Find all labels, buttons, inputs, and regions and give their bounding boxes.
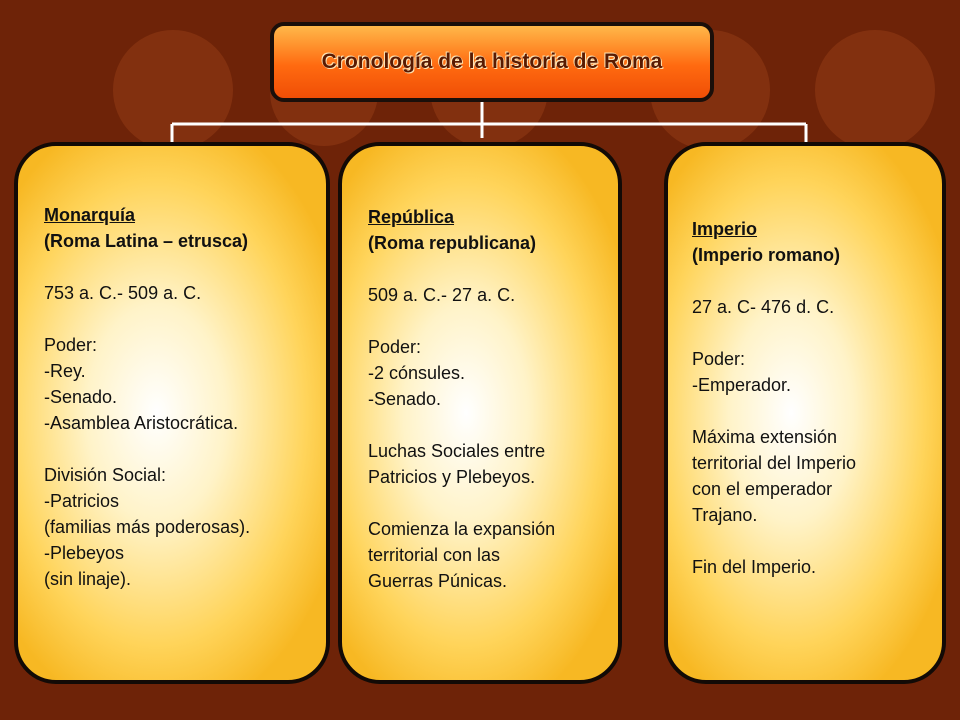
- card-dates: 509 a. C.- 27 a. C.: [368, 285, 516, 305]
- power-item: -Asamblea Aristocrática.: [44, 413, 239, 433]
- social-item: -Plebeyos: [44, 543, 125, 563]
- power-item: -Emperador.: [692, 375, 792, 395]
- card-subtitle: (Imperio romano): [692, 245, 841, 265]
- card-heading: Monarquía: [44, 205, 136, 225]
- note-line: Patricios y Plebeyos.: [368, 467, 536, 487]
- power-item: -Senado.: [368, 389, 442, 409]
- card-dates: 27 a. C- 476 d. C.: [692, 297, 835, 317]
- power-label: Poder:: [44, 335, 98, 355]
- social-item: -Patricios: [44, 491, 120, 511]
- note-line: Luchas Sociales entre: [368, 441, 546, 461]
- note-line: con el emperador: [692, 479, 833, 499]
- note-line: Guerras Púnicas.: [368, 571, 508, 591]
- card-heading: Imperio: [692, 219, 758, 239]
- card-imperio: [664, 142, 946, 684]
- note-line: territorial del Imperio: [692, 453, 857, 473]
- diagram-title: Cronología de la historia de Roma: [321, 50, 663, 73]
- power-item: -Senado.: [44, 387, 118, 407]
- social-label: División Social:: [44, 465, 167, 485]
- card-republica: [338, 142, 622, 684]
- card-heading: República: [368, 207, 455, 227]
- card-subtitle: (Roma Latina – etrusca): [44, 231, 249, 251]
- title-box: [270, 22, 714, 102]
- power-label: Poder:: [692, 349, 746, 369]
- card-subtitle: (Roma republicana): [368, 233, 537, 253]
- power-label: Poder:: [368, 337, 422, 357]
- note-line: Fin del Imperio.: [692, 557, 817, 577]
- note-line: Comienza la expansión: [368, 519, 556, 539]
- social-item: (sin linaje).: [44, 569, 132, 589]
- card-monarquia: [14, 142, 330, 684]
- note-line: Trajano.: [692, 505, 758, 525]
- note-line: territorial con las: [368, 545, 501, 565]
- note-line: Máxima extensión: [692, 427, 838, 447]
- card-dates: 753 a. C.- 509 a. C.: [44, 283, 202, 303]
- power-item: -2 cónsules.: [368, 363, 466, 383]
- power-item: -Rey.: [44, 361, 86, 381]
- social-item: (familias más poderosas).: [44, 517, 251, 537]
